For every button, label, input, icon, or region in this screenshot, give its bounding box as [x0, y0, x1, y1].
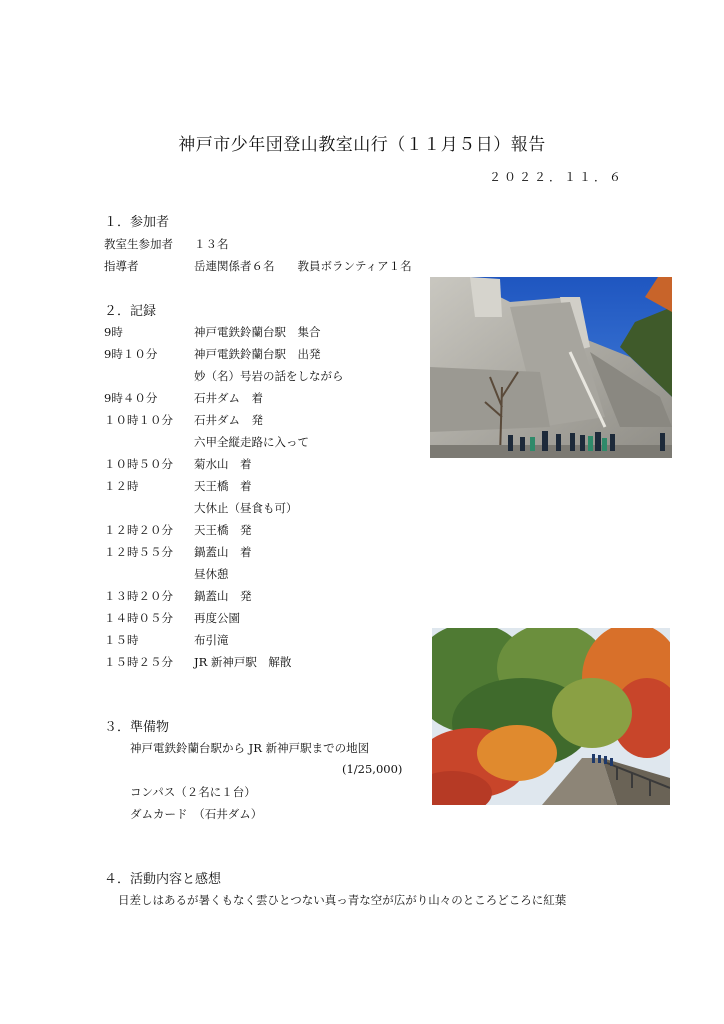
record-time: １５時	[104, 633, 139, 647]
record-text: 神戸電鉄鈴蘭台駅 集合	[194, 325, 321, 339]
record-time: 9時	[104, 325, 123, 339]
participant-value: １３名	[194, 237, 229, 251]
record-text: 天王橋 発	[194, 523, 252, 537]
record-text: 大休止（昼食も可）	[194, 501, 298, 515]
participant-row	[104, 258, 412, 274]
record-time: 9時４０分	[104, 391, 158, 405]
participant-label: 教室生参加者	[104, 237, 173, 251]
record-time: １２時	[104, 479, 139, 493]
record-text: JR 新神戸駅 解散	[194, 655, 292, 669]
record-text: 布引滝	[194, 633, 229, 647]
record-row	[104, 588, 252, 604]
record-text: 菊水山 着	[194, 457, 252, 471]
record-text: 神戸電鉄鈴蘭台駅 出発	[194, 347, 321, 361]
record-text: 鍋蓋山 着	[194, 545, 252, 559]
record-row	[104, 456, 252, 472]
record-row	[104, 610, 240, 626]
record-row	[104, 566, 229, 582]
record-text: 石井ダム 発	[194, 413, 263, 427]
record-text: 天王橋 着	[194, 479, 252, 493]
prep-item-map: 神戸電鉄鈴蘭台駅から JR 新神戸駅までの地図	[130, 741, 370, 755]
report-date: ２０２２．１１．６	[488, 170, 624, 184]
dam-photo	[430, 277, 672, 458]
section-heading-activity: ４．活動内容と感想	[104, 872, 222, 887]
record-time: １２時２０分	[104, 523, 173, 537]
record-text: 昼休憩	[194, 567, 229, 581]
record-text: 六甲全縦走路に入って	[194, 435, 309, 449]
record-row	[104, 654, 291, 670]
record-text: 鍋蓋山 発	[194, 589, 252, 603]
participant-value: 岳連関係者６名 教員ボランティア１名	[194, 259, 412, 273]
record-row	[104, 522, 252, 538]
prep-item-scale: (1/25,000)	[342, 762, 403, 776]
autumn-trail-photo	[432, 628, 670, 805]
record-time: 9時１０分	[104, 347, 158, 361]
record-text: 再度公園	[194, 611, 240, 625]
record-row	[104, 434, 309, 450]
record-time: １０時５０分	[104, 457, 173, 471]
record-time: １２時５５分	[104, 545, 173, 559]
activity-text: 日差しはあるが暑くもなく雲ひとつない真っ青な空が広がり山々のところどころに紅葉	[118, 893, 567, 907]
section-heading-participants: １．参加者	[104, 215, 170, 230]
record-row	[104, 368, 344, 384]
record-text: 妙（名）号岩の話をしながら	[194, 369, 344, 383]
section-heading-record: ２．記録	[104, 304, 157, 319]
record-time: １４時０５分	[104, 611, 173, 625]
prep-item-damcard: ダムカード （石井ダム）	[130, 807, 263, 821]
record-row	[104, 478, 252, 494]
record-time: １３時２０分	[104, 589, 173, 603]
record-row	[104, 544, 252, 560]
record-time: １５時２５分	[104, 655, 173, 669]
record-row	[104, 390, 263, 406]
page-title: 神戸市少年団登山教室山行（１１月５日）報告	[178, 135, 546, 155]
record-row	[104, 346, 321, 362]
record-row	[104, 500, 298, 516]
record-row	[104, 632, 229, 648]
section-heading-preparation: ３．準備物	[104, 720, 170, 735]
prep-item-compass: コンパス（２名に１台）	[130, 785, 256, 799]
participant-label: 指導者	[104, 259, 139, 273]
record-row	[104, 324, 321, 340]
participant-row	[104, 236, 229, 252]
record-time: １０時１０分	[104, 413, 173, 427]
record-text: 石井ダム 着	[194, 391, 263, 405]
record-row	[104, 412, 263, 428]
